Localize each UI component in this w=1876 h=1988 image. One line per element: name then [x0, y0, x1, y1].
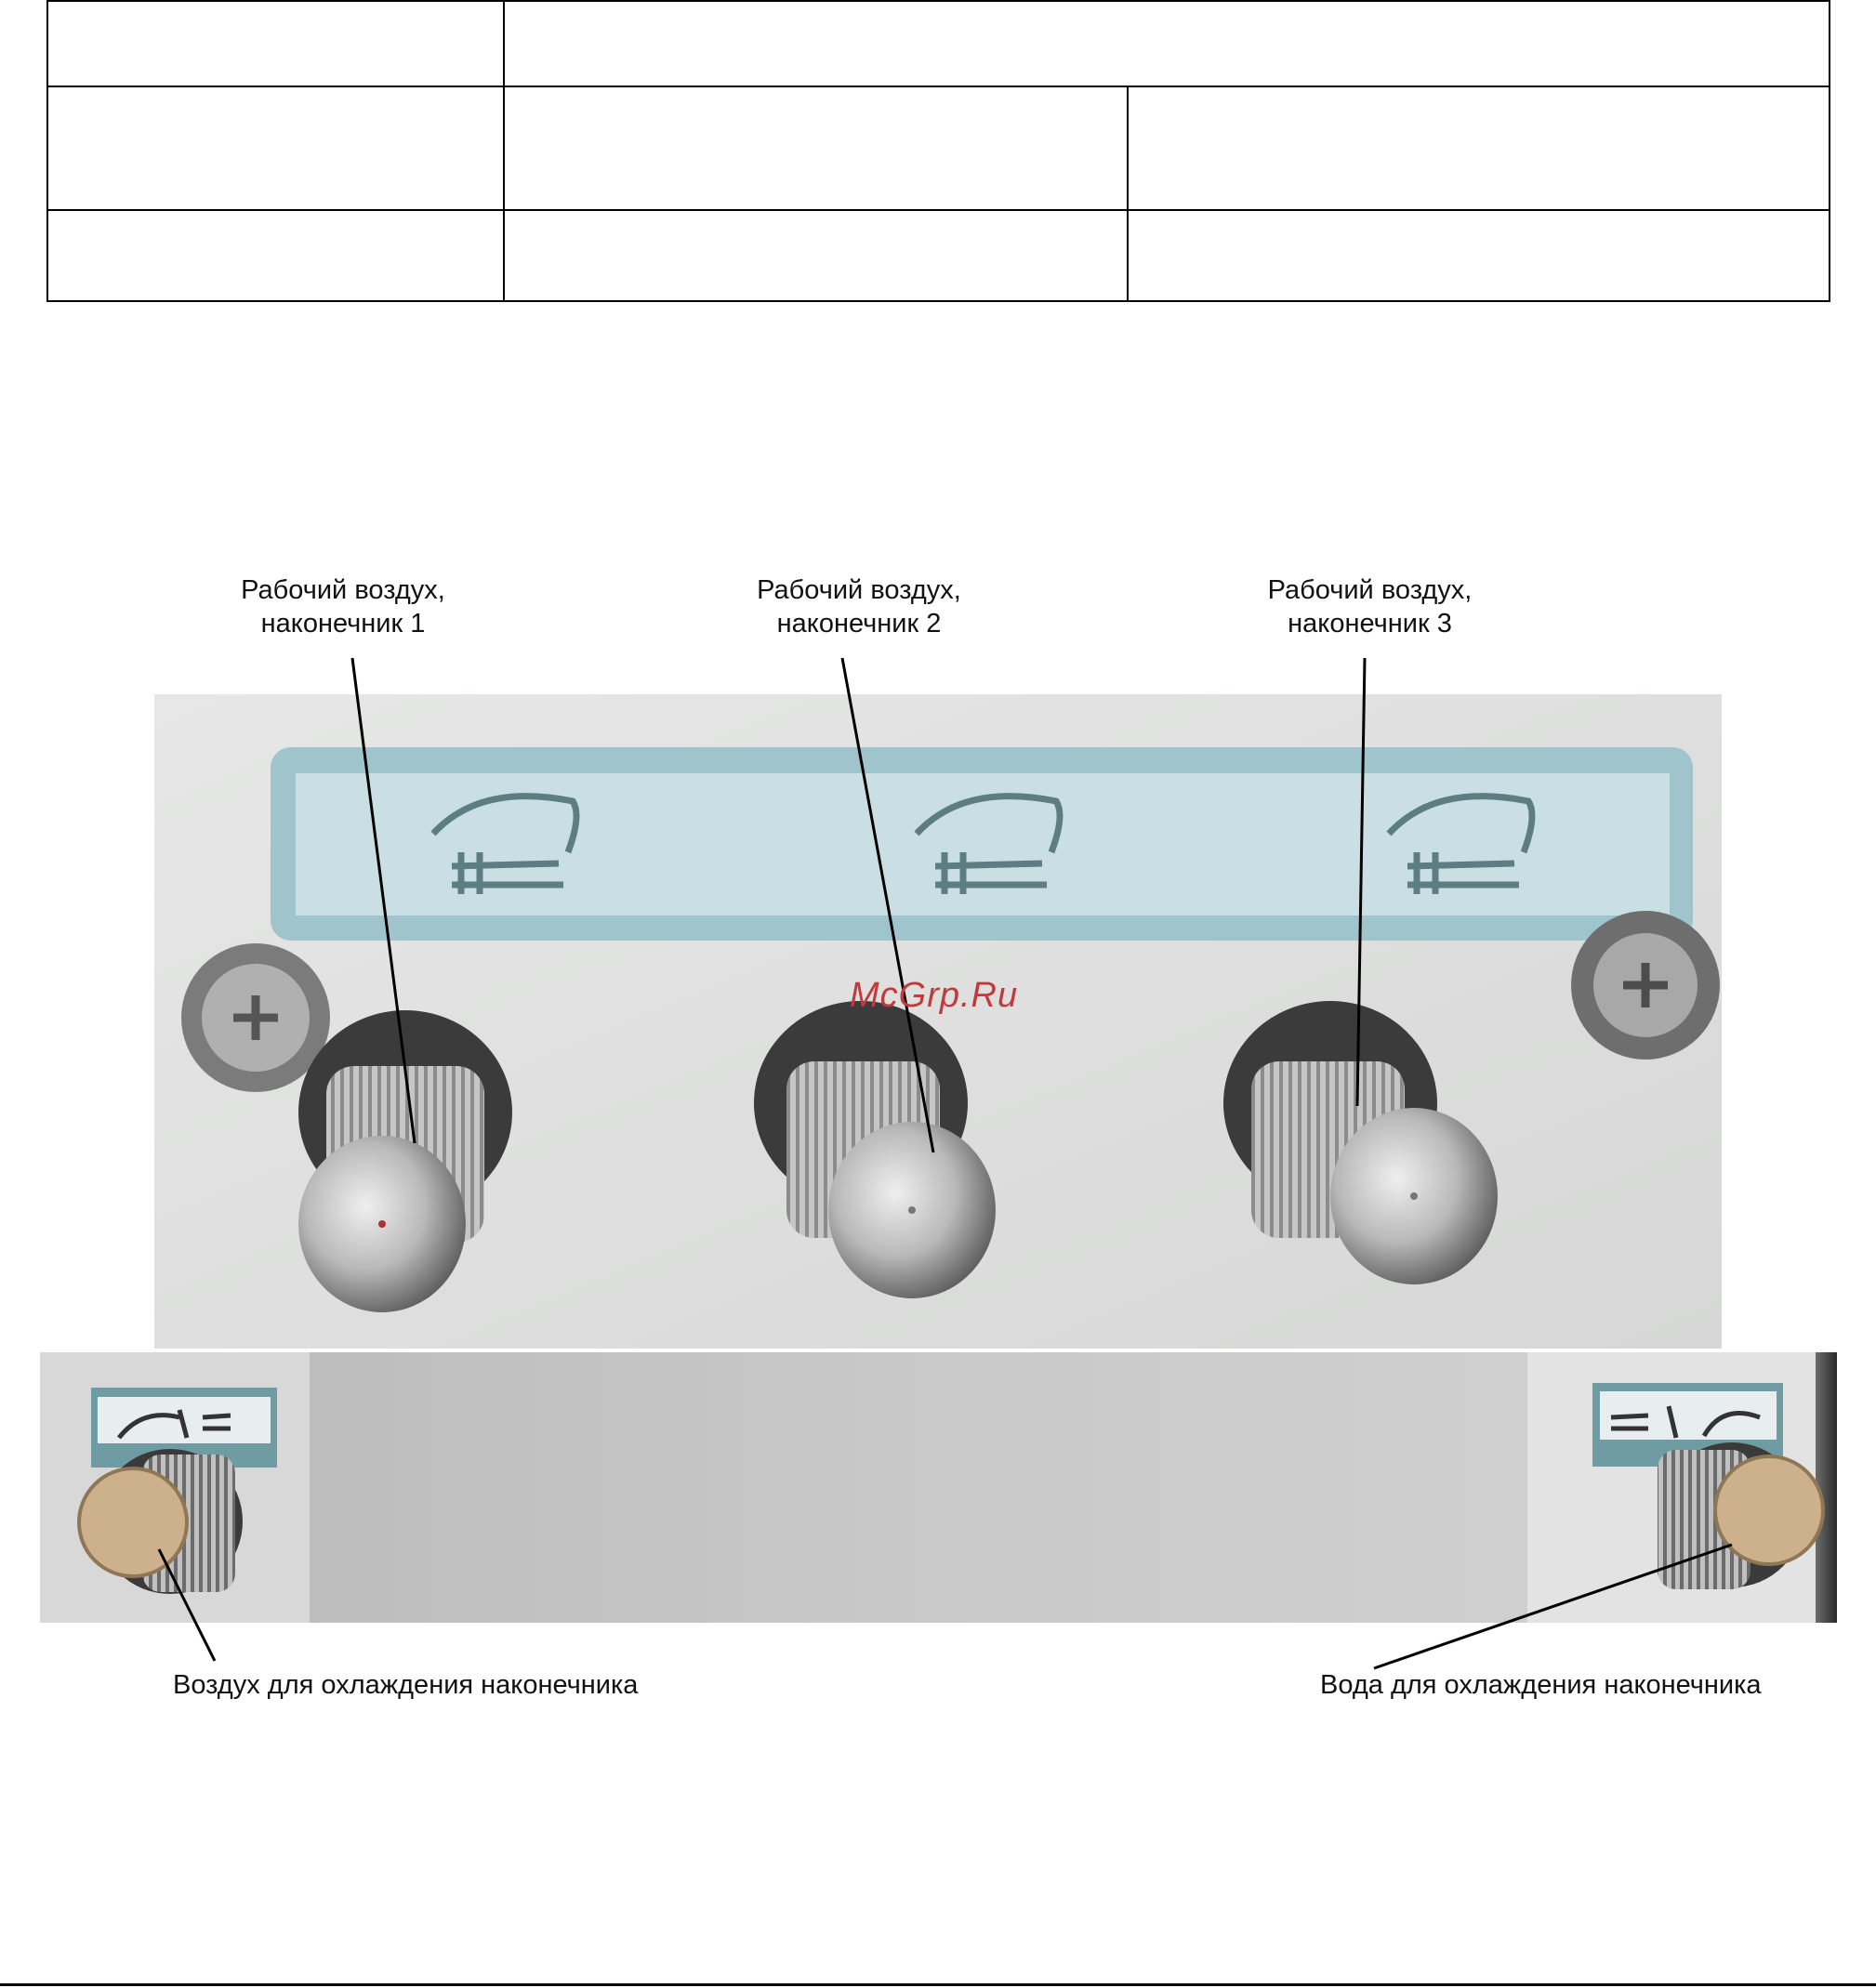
callout-working-air-2: Рабочий воздух, наконечник 2	[757, 575, 961, 639]
footer-rule	[0, 1983, 1876, 1986]
watermark: McGrp.Ru	[850, 976, 1019, 1015]
callout-cooling-water: Вода для охлаждения наконечника	[1320, 1670, 1762, 1700]
callout-working-air-1: Рабочий воздух, наконечник 1	[241, 575, 445, 639]
callout-cooling-air: Воздух для охлаждения наконечника	[173, 1670, 639, 1700]
callout-working-air-3: Рабочий воздух, наконечник 3	[1267, 575, 1473, 639]
